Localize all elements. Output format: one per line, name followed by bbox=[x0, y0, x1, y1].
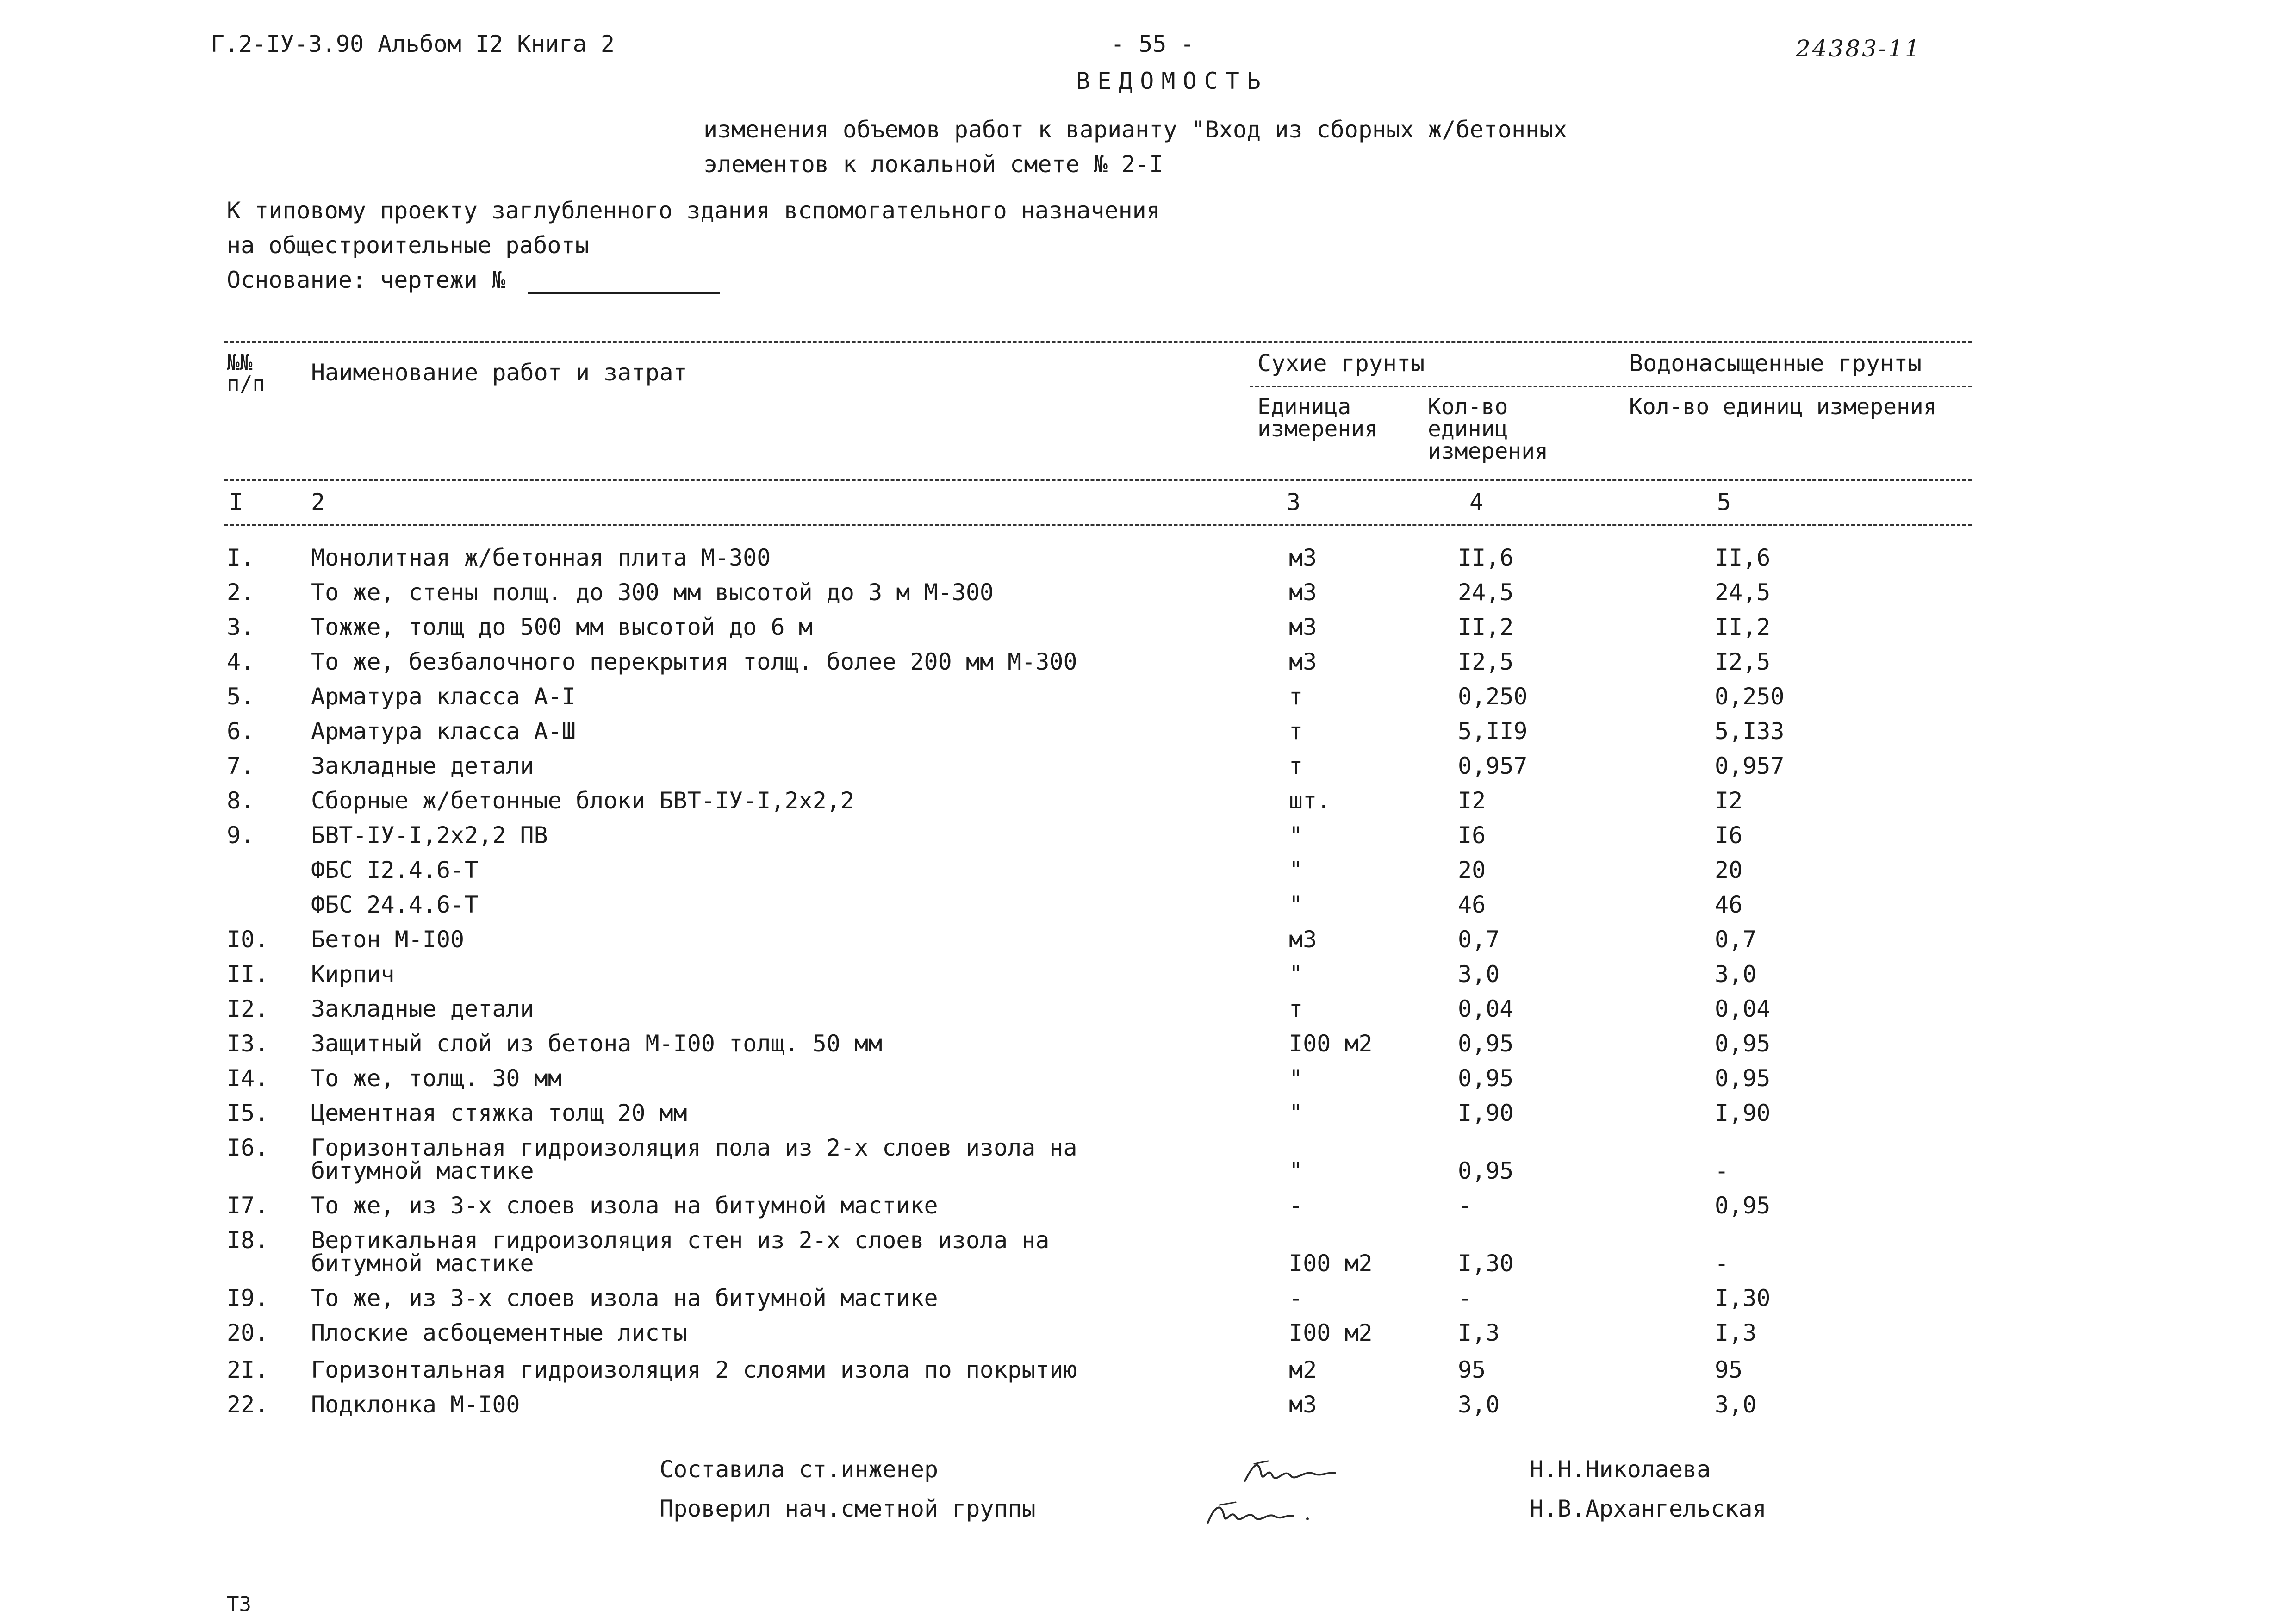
row-wet-qty: 0,7 bbox=[1715, 926, 1757, 953]
table-row bbox=[0, 1101, 2296, 1129]
row-dry-qty: 0,250 bbox=[1458, 683, 1528, 710]
column-number-5: 5 bbox=[1717, 489, 1731, 516]
row-name: Плоские асбоцементные листы bbox=[311, 1319, 687, 1346]
row-dry-qty: 46 bbox=[1458, 891, 1486, 918]
row-dry-qty: 0,95 bbox=[1458, 1065, 1514, 1092]
row-name: То же, безбалочного перекрытия толщ. более 200 мм М-300 bbox=[311, 648, 1077, 675]
row-unit: м3 bbox=[1289, 579, 1317, 606]
row-unit: " bbox=[1289, 1100, 1303, 1126]
column-number-2: 2 bbox=[311, 489, 325, 516]
row-number: I0. bbox=[227, 926, 269, 953]
header-number: №№ п/п bbox=[227, 350, 266, 396]
row-dry-qty: I2,5 bbox=[1458, 648, 1514, 675]
row-number: I2. bbox=[227, 995, 269, 1022]
basis-label: Основание: чертежи № bbox=[227, 267, 506, 293]
table-row bbox=[0, 1358, 2296, 1386]
row-dry-qty: I,3 bbox=[1458, 1319, 1500, 1346]
row-name: Арматура класса А-Ш bbox=[311, 718, 576, 745]
table-row bbox=[0, 1321, 2296, 1349]
row-dry-qty: 0,04 bbox=[1458, 995, 1514, 1022]
row-dry-qty: 3,0 bbox=[1458, 1391, 1500, 1418]
row-unit: " bbox=[1289, 822, 1303, 849]
handwritten-signature-1 bbox=[1240, 1455, 1342, 1488]
row-number: 4. bbox=[227, 648, 255, 675]
row-number: 22. bbox=[227, 1391, 269, 1418]
row-name: БВТ-IУ-I,2х2,2 ПВ bbox=[311, 822, 548, 849]
header-quantity: Кол-во единиц измерения bbox=[1428, 394, 1549, 464]
row-unit: т bbox=[1289, 683, 1303, 710]
row-unit: - bbox=[1289, 1192, 1303, 1219]
header-dry-soils: Сухие грунты bbox=[1257, 350, 1425, 377]
row-name: То же, толщ. 30 мм bbox=[311, 1065, 562, 1092]
row-wet-qty: I6 bbox=[1715, 822, 1743, 849]
table-row bbox=[0, 789, 2296, 817]
checked-by-label: Проверил нач.сметной группы bbox=[660, 1495, 1036, 1522]
row-dry-qty: I6 bbox=[1458, 822, 1486, 849]
table-row bbox=[0, 1393, 2296, 1421]
footer-mark: ТЗ bbox=[227, 1592, 251, 1616]
table-row bbox=[0, 858, 2296, 886]
row-wet-qty: 3,0 bbox=[1715, 1391, 1757, 1418]
row-name: Защитный слой из бетона М-I00 толщ. 50 мм bbox=[311, 1030, 883, 1057]
table-row bbox=[0, 581, 2296, 609]
row-wet-qty: 0,04 bbox=[1715, 995, 1771, 1022]
row-name: То же, из 3-х слоев изола на битумной мастике bbox=[311, 1285, 938, 1312]
row-dry-qty: 5,II9 bbox=[1458, 718, 1528, 745]
row-unit: м2 bbox=[1289, 1356, 1317, 1383]
row-dry-qty: - bbox=[1458, 1192, 1472, 1219]
row-number: I5. bbox=[227, 1100, 269, 1126]
subtitle-line-1: изменения объемов работ к варианту "Вход из сборных ж/бетонных bbox=[703, 116, 1568, 143]
header-wet-soils: Водонасыщенные грунты bbox=[1629, 350, 1922, 377]
row-unit: т bbox=[1289, 995, 1303, 1022]
row-name: ФБС I2.4.6-Т bbox=[311, 857, 479, 883]
table-row bbox=[0, 720, 2296, 747]
row-name: Тожже, толщ до 500 мм высотой до 6 м bbox=[311, 614, 813, 640]
row-wet-qty: 0,250 bbox=[1715, 683, 1785, 710]
row-wet-qty: 46 bbox=[1715, 891, 1743, 918]
column-number-4: 4 bbox=[1469, 489, 1484, 516]
row-number: I7. bbox=[227, 1192, 269, 1219]
row-dry-qty: 3,0 bbox=[1458, 961, 1500, 988]
column-number-1: I bbox=[229, 489, 243, 516]
row-number: I9. bbox=[227, 1285, 269, 1312]
row-number: 9. bbox=[227, 822, 255, 849]
row-name: Вертикальная гидроизоляция стен из 2-х слоев изола на битумной мастике bbox=[311, 1227, 1050, 1277]
table-row bbox=[0, 893, 2296, 921]
row-dry-qty: II,2 bbox=[1458, 614, 1514, 640]
row-dry-qty: 0,95 bbox=[1458, 1157, 1514, 1184]
table-row bbox=[0, 546, 2296, 574]
row-wet-qty: I,3 bbox=[1715, 1319, 1757, 1346]
row-number: I4. bbox=[227, 1065, 269, 1092]
row-number: 7. bbox=[227, 752, 255, 779]
row-dry-qty: II,6 bbox=[1458, 544, 1514, 571]
row-unit: м3 bbox=[1289, 614, 1317, 640]
page-number: - 55 - bbox=[1111, 31, 1195, 57]
table-row bbox=[0, 1194, 2296, 1222]
intro-line-1: К типовому проекту заглубленного здания вспомогательного назначения bbox=[227, 197, 1160, 224]
row-dry-qty: 0,95 bbox=[1458, 1030, 1514, 1057]
row-number: I3. bbox=[227, 1030, 269, 1057]
table-row bbox=[0, 824, 2296, 852]
table-row bbox=[0, 963, 2296, 990]
row-unit: " bbox=[1289, 891, 1303, 918]
row-wet-qty: I,30 bbox=[1715, 1285, 1771, 1312]
row-wet-qty: I2,5 bbox=[1715, 648, 1771, 675]
row-name: Сборные ж/бетонные блоки БВТ-IУ-I,2х2,2 bbox=[311, 787, 854, 814]
row-name: Горизонтальная гидроизоляция пола из 2-х слоев изола на битумной мастике bbox=[311, 1134, 1077, 1184]
row-wet-qty: 5,I33 bbox=[1715, 718, 1785, 745]
row-number: 8. bbox=[227, 787, 255, 814]
row-dry-qty: 0,7 bbox=[1458, 926, 1500, 953]
row-name: Бетон М-I00 bbox=[311, 926, 465, 953]
row-wet-qty: 0,957 bbox=[1715, 752, 1785, 779]
document-title: ВЕДОМОСТЬ bbox=[1076, 68, 1268, 94]
header-name: Наименование работ и затрат bbox=[311, 359, 687, 386]
row-name: ФБС 24.4.6-Т bbox=[311, 891, 479, 918]
row-name: Подклонка М-I00 bbox=[311, 1391, 520, 1418]
row-dry-qty: 24,5 bbox=[1458, 579, 1514, 606]
row-name: Кирпич bbox=[311, 961, 395, 988]
table-row bbox=[0, 650, 2296, 678]
row-dry-qty: I,30 bbox=[1458, 1250, 1514, 1277]
row-number: I6. bbox=[227, 1134, 269, 1161]
row-unit: м3 bbox=[1289, 648, 1317, 675]
table-row bbox=[0, 1287, 2296, 1314]
row-number: 5. bbox=[227, 683, 255, 710]
document-code: Г.2-IУ-3.90 Альбом I2 Книга 2 bbox=[211, 31, 615, 57]
table-row bbox=[0, 928, 2296, 956]
row-name: Закладные детали bbox=[311, 752, 534, 779]
row-wet-qty: - bbox=[1715, 1157, 1729, 1184]
row-name: Цементная стяжка толщ 20 мм bbox=[311, 1100, 687, 1126]
row-wet-qty: 3,0 bbox=[1715, 961, 1757, 988]
row-wet-qty: I,90 bbox=[1715, 1100, 1771, 1126]
row-unit: I00 м2 bbox=[1289, 1030, 1373, 1057]
row-number: I8. bbox=[227, 1227, 269, 1254]
row-name: Арматура класса А-I bbox=[311, 683, 576, 710]
row-number: 3. bbox=[227, 614, 255, 640]
header-wet-quantity: Кол-во единиц измерения bbox=[1629, 394, 1937, 420]
compiled-by-name: Н.Н.Николаева bbox=[1530, 1456, 1711, 1483]
table-row bbox=[0, 997, 2296, 1025]
row-wet-qty: 0,95 bbox=[1715, 1065, 1771, 1092]
row-unit: м3 bbox=[1289, 544, 1317, 571]
row-wet-qty: 20 bbox=[1715, 857, 1743, 883]
row-unit: I00 м2 bbox=[1289, 1319, 1373, 1346]
row-dry-qty: I,90 bbox=[1458, 1100, 1514, 1126]
header-unit: Единица измерения bbox=[1257, 394, 1378, 442]
row-name: Монолитная ж/бетонная плита М-300 bbox=[311, 544, 771, 571]
table-row bbox=[0, 754, 2296, 782]
row-wet-qty: - bbox=[1715, 1250, 1729, 1277]
row-unit: " bbox=[1289, 1065, 1303, 1092]
row-wet-qty: II,6 bbox=[1715, 544, 1771, 571]
row-wet-qty: 24,5 bbox=[1715, 579, 1771, 606]
row-unit: - bbox=[1289, 1285, 1303, 1312]
row-unit: м3 bbox=[1289, 1391, 1317, 1418]
column-number-3: 3 bbox=[1287, 489, 1301, 516]
compiled-by-label: Составила ст.инженер bbox=[660, 1456, 939, 1483]
row-unit: " bbox=[1289, 1157, 1303, 1184]
row-name: То же, стены полщ. до 300 мм высотой до 3 м М-300 bbox=[311, 579, 994, 606]
row-name: То же, из 3-х слоев изола на битумной мастике bbox=[311, 1192, 938, 1219]
row-unit: " bbox=[1289, 961, 1303, 988]
row-unit: т bbox=[1289, 752, 1303, 779]
row-number: 2I. bbox=[227, 1356, 269, 1383]
table-row bbox=[0, 616, 2296, 643]
row-number: 2. bbox=[227, 579, 255, 606]
row-name: Закладные детали bbox=[311, 995, 534, 1022]
row-unit: шт. bbox=[1289, 787, 1331, 814]
row-unit: " bbox=[1289, 857, 1303, 883]
row-unit: I00 м2 bbox=[1289, 1250, 1373, 1277]
row-number: 6. bbox=[227, 718, 255, 745]
subtitle-line-2: элементов к локальной смете № 2-I bbox=[703, 151, 1164, 178]
row-dry-qty: 0,957 bbox=[1458, 752, 1528, 779]
table-row bbox=[0, 685, 2296, 713]
row-wet-qty: I2 bbox=[1715, 787, 1743, 814]
intro-line-2: на общестроительные работы bbox=[227, 232, 589, 259]
checked-by-name: Н.В.Архангельская bbox=[1530, 1495, 1767, 1522]
table-row bbox=[0, 1032, 2296, 1060]
handwritten-signature-2 bbox=[1203, 1496, 1324, 1528]
row-dry-qty: I2 bbox=[1458, 787, 1486, 814]
row-wet-qty: 95 bbox=[1715, 1356, 1743, 1383]
archive-number: 24383-11 bbox=[1796, 35, 1922, 62]
row-number: II. bbox=[227, 961, 269, 988]
table-row bbox=[0, 1229, 2296, 1280]
row-wet-qty: II,2 bbox=[1715, 614, 1771, 640]
row-number: I. bbox=[227, 544, 255, 571]
row-wet-qty: 0,95 bbox=[1715, 1030, 1771, 1057]
row-wet-qty: 0,95 bbox=[1715, 1192, 1771, 1219]
row-unit: т bbox=[1289, 718, 1303, 745]
table-row bbox=[0, 1136, 2296, 1187]
row-dry-qty: 20 bbox=[1458, 857, 1486, 883]
row-dry-qty: - bbox=[1458, 1285, 1472, 1312]
table-row bbox=[0, 1067, 2296, 1094]
row-unit: м3 bbox=[1289, 926, 1317, 953]
row-number: 20. bbox=[227, 1319, 269, 1346]
row-name: Горизонтальная гидроизоляция 2 слоями изола по покрытию bbox=[311, 1356, 1077, 1383]
row-dry-qty: 95 bbox=[1458, 1356, 1486, 1383]
